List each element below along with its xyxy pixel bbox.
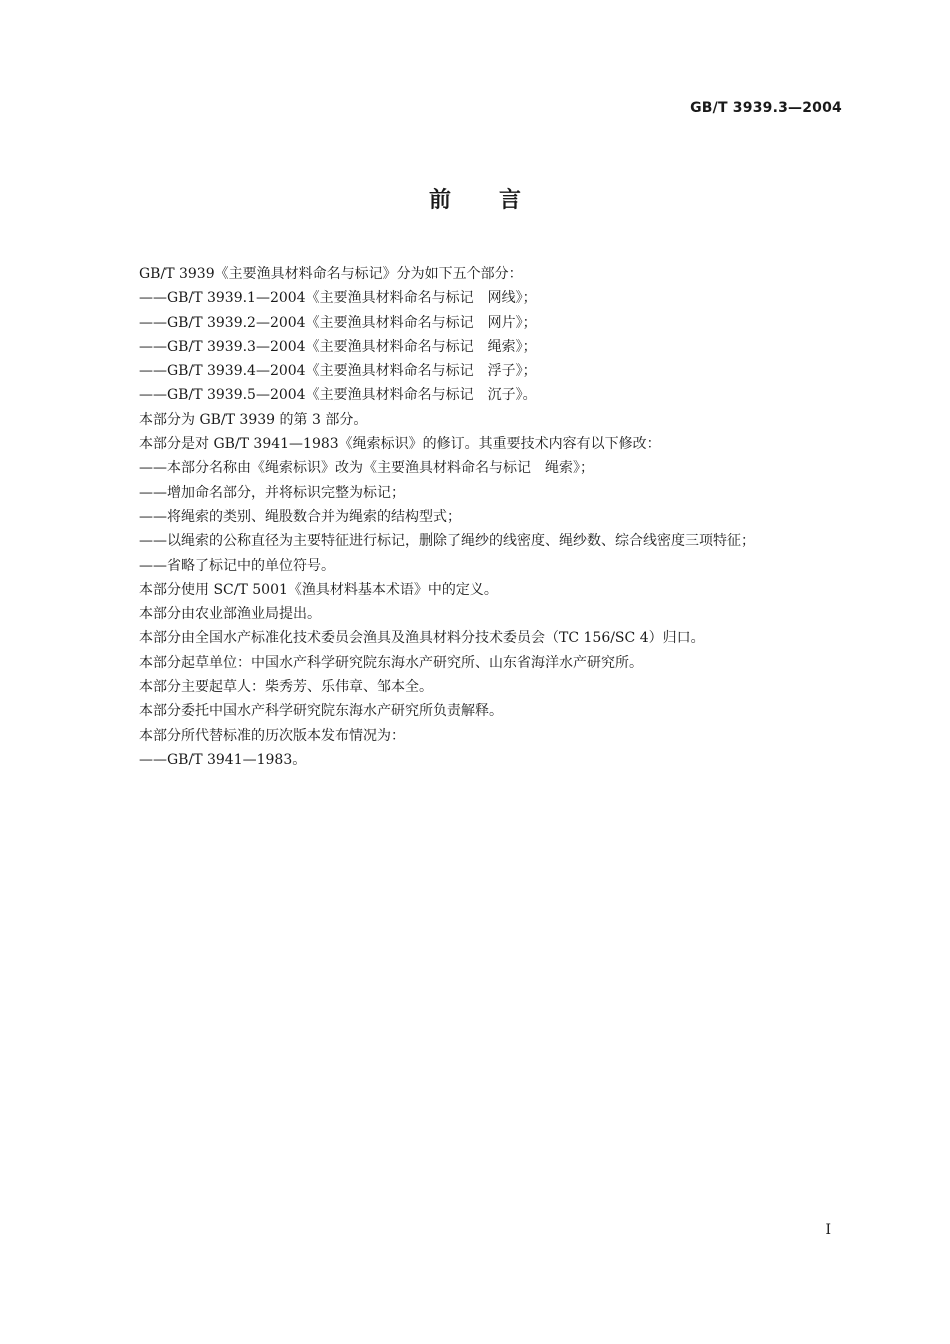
proposer-statement: 本部分由农业部渔业局提出。 xyxy=(139,606,321,623)
part-1-item: ——GB/T 3939.1—2004《主要渔具材料命名与标记 网线》； xyxy=(139,290,537,307)
intro-line: GB/T 3939《主要渔具材料命名与标记》分为如下五个部分： xyxy=(139,266,523,282)
history-item: ——GB/T 3941—1983。 xyxy=(139,751,307,768)
part-5-item: ——GB/T 3939.5—2004《主要渔具材料命名与标记 沉子》。 xyxy=(139,387,537,404)
definitions-statement: 本部分使用 SC/T 5001《渔具材料基本术语》中的定义。 xyxy=(139,581,498,598)
drafting-units: 本部分起草单位：中国水产科学研究院东海水产研究所、山东省海洋水产研究所。 xyxy=(139,654,643,671)
change-item: ——增加命名部分，并将标识完整为标记； xyxy=(139,484,405,501)
part-3-item: ——GB/T 3939.3—2004《主要渔具材料命名与标记 绳索》； xyxy=(139,338,537,355)
part-4-item: ——GB/T 3939.4—2004《主要渔具材料命名与标记 浮子》； xyxy=(139,363,537,380)
change-item: ——省略了标记中的单位符号。 xyxy=(139,557,335,574)
page-number: I xyxy=(825,1222,831,1238)
change-item: ——将绳索的类别、绳股数合并为绳索的结构型式； xyxy=(139,508,461,525)
drafters: 本部分主要起草人：柴秀芳、乐伟章、邹本全。 xyxy=(139,679,433,696)
change-item: ——本部分名称由《绳索标识》改为《主要渔具材料命名与标记 绳索》； xyxy=(139,460,594,477)
standard-code: GB/T 3939.3—2004 xyxy=(690,100,842,116)
page-title: 前言 xyxy=(428,188,569,213)
part-2-item: ——GB/T 3939.2—2004《主要渔具材料命名与标记 网片》； xyxy=(139,314,537,331)
document-body xyxy=(139,262,859,772)
revision-statement: 本部分是对 GB/T 3941—1983《绳索标识》的修订。其重要技术内容有以下修改： xyxy=(139,436,661,453)
interpretation-statement: 本部分委托中国水产科学研究院东海水产研究所负责解释。 xyxy=(139,703,503,720)
part-statement: 本部分为 GB/T 3939 的第 3 部分。 xyxy=(139,411,368,428)
history-statement: 本部分所代替标准的历次版本发布情况为： xyxy=(139,727,405,744)
committee-statement: 本部分由全国水产标准化技术委员会渔具及渔具材料分技术委员会（TC 156/SC 4）归口。 xyxy=(139,630,705,647)
change-item: ——以绳索的公称直径为主要特征进行标记，删除了绳纱的线密度、绳纱数、综合线密度三项特征； xyxy=(139,533,755,550)
